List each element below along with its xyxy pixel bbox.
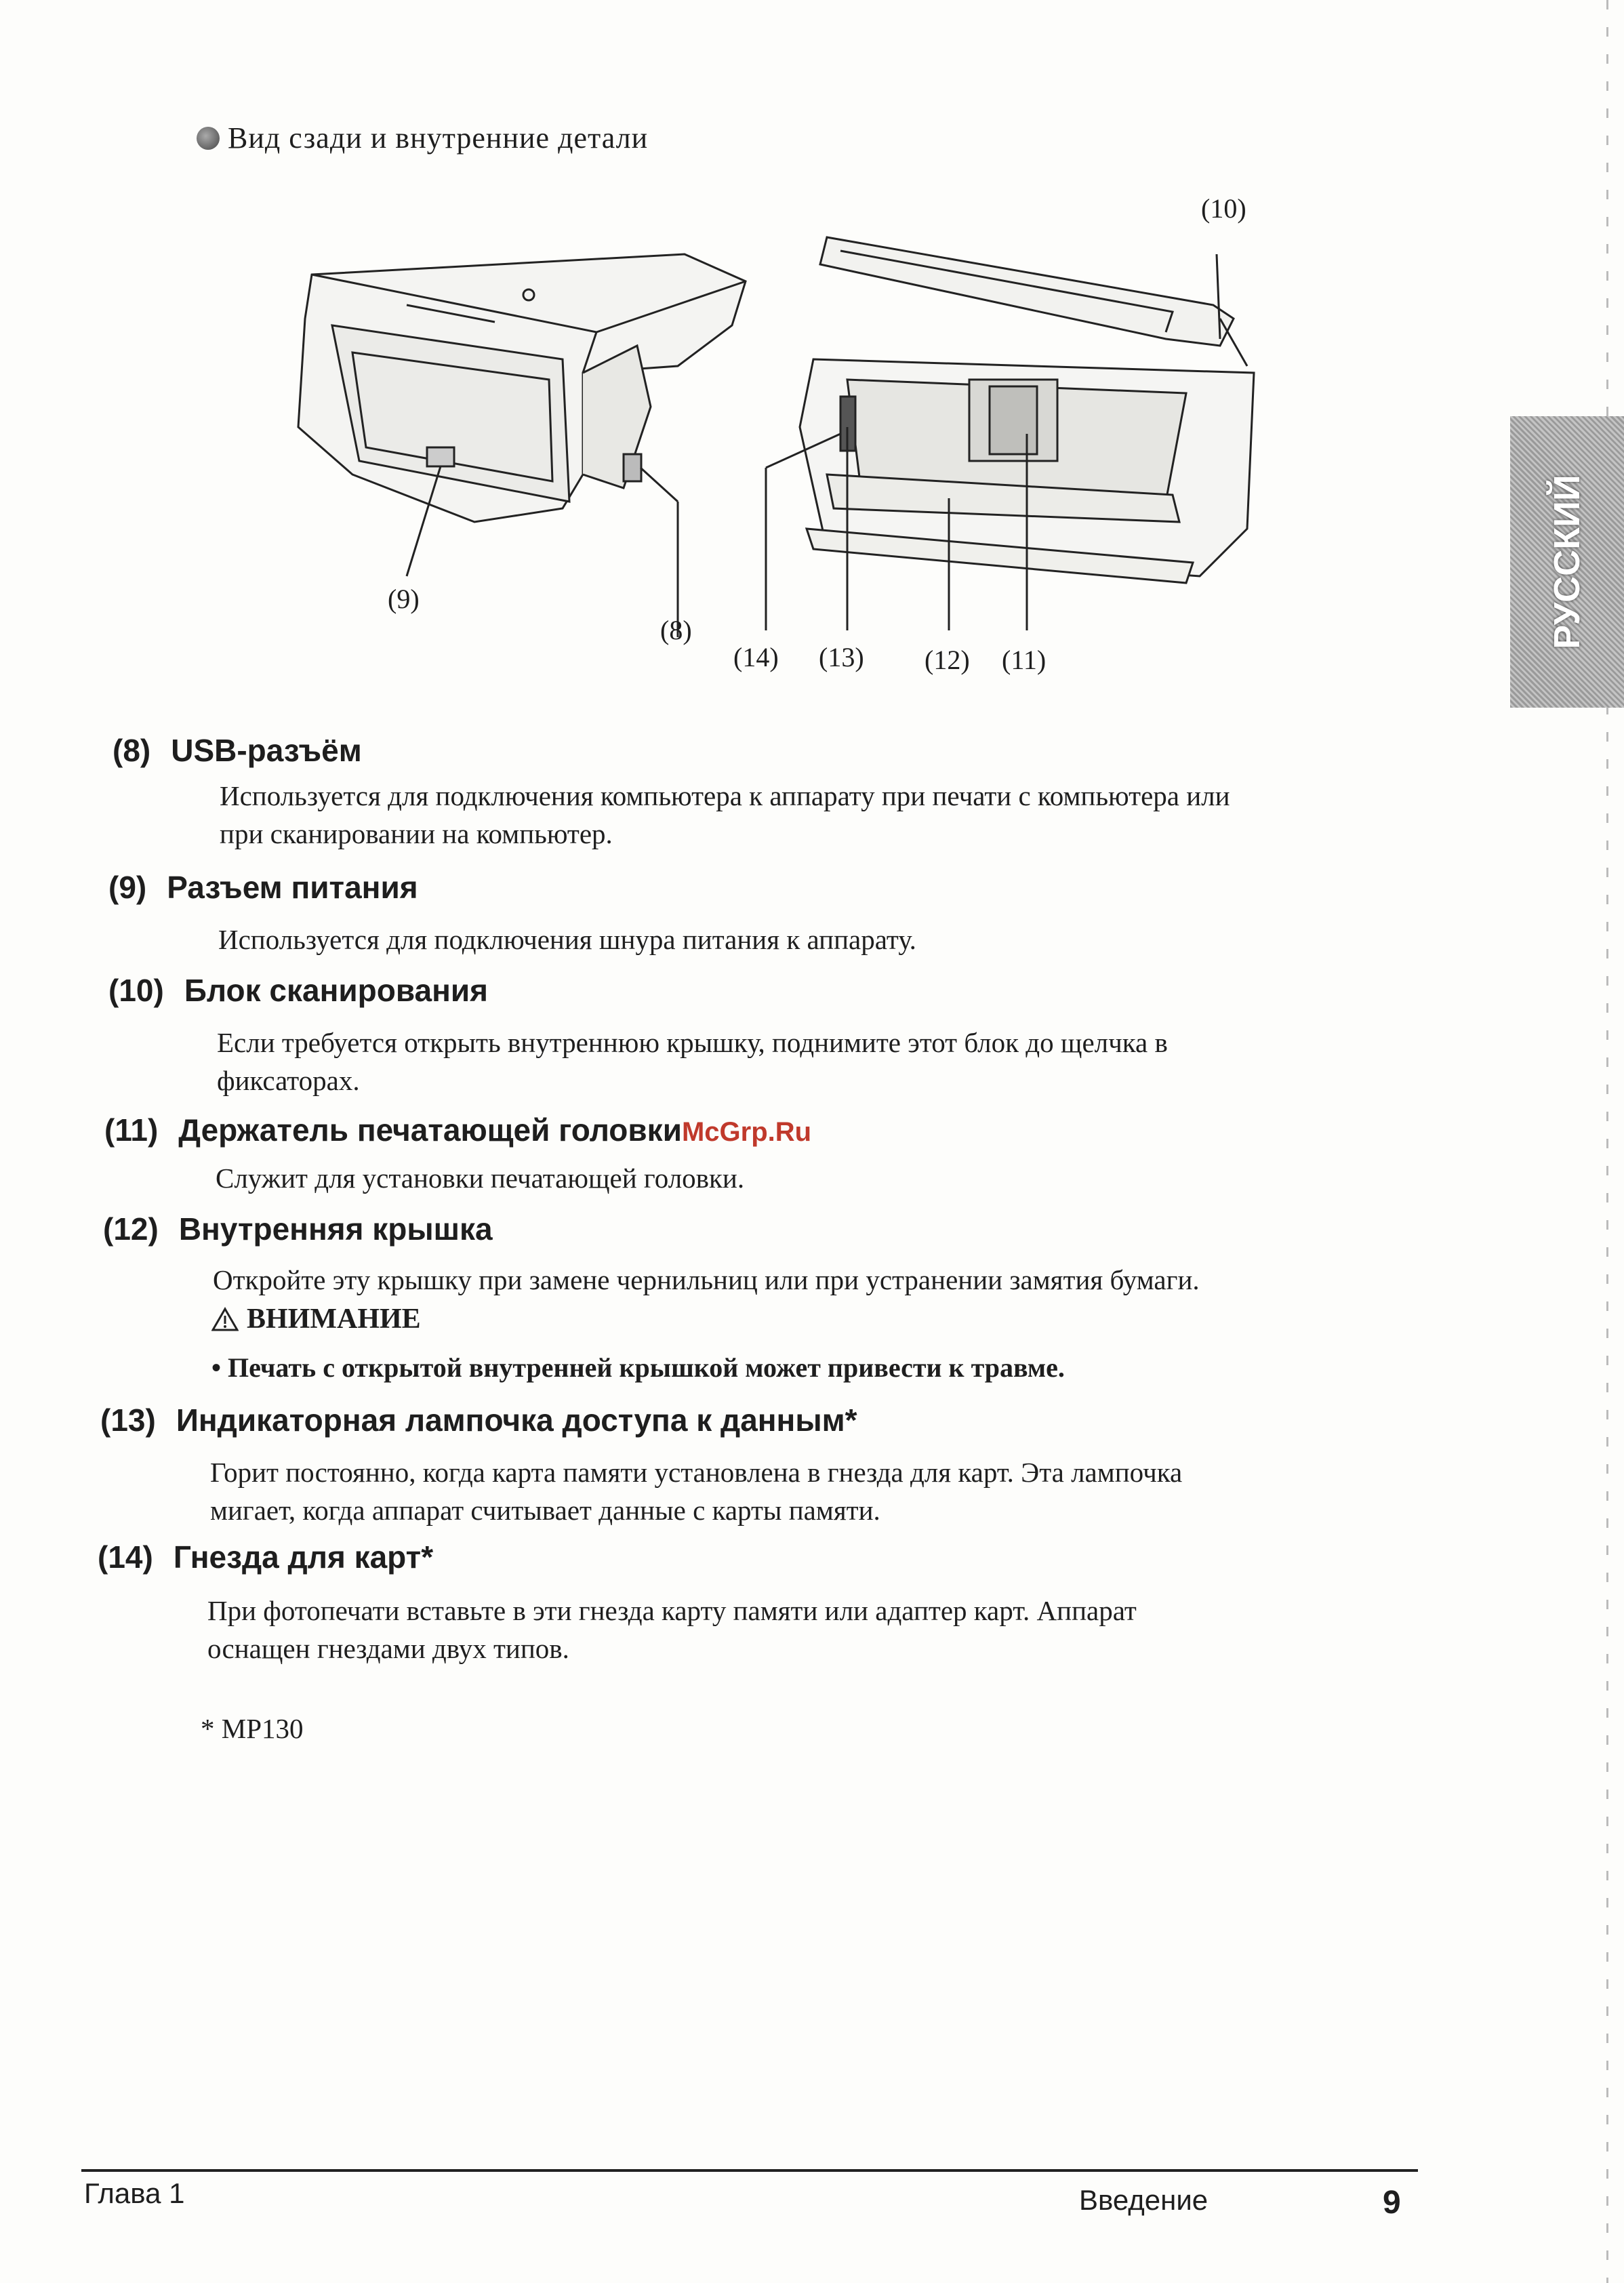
section-title-text: Вид сзади и внутренние детали [228,121,649,155]
entry-13-body [210,1453,1444,1529]
entry-title: Гнезда для карт* [173,1539,434,1575]
entry-line: фиксаторах. [217,1065,360,1096]
entry-12-heading [103,1211,493,1247]
callout-8: (8) [660,615,692,645]
footnote: * MP130 [201,1713,304,1744]
warning-icon [211,1307,239,1331]
entry-9-body [218,921,1452,958]
entry-title: Разъем питания [167,870,418,905]
entry-line: Используется для подключения шнура питания к аппарату. [218,924,916,955]
entry-10-heading [108,972,488,1009]
entry-14-body [207,1592,1441,1668]
warning-text: • Печать с открытой внутренней крышкой может привести к травме. [211,1352,1065,1383]
page-number: 9 [1383,2185,1401,2221]
entry-title: Внутренняя крышка [178,1211,493,1247]
entry-8-body [220,777,1453,853]
footer-rule [81,2169,1418,2172]
printer-illustration [271,203,1288,691]
scan-edge-artifact [1606,0,1608,2283]
entry-8-heading [113,732,362,769]
callout-9: (9) [388,584,420,614]
printer-rear-view [298,254,746,522]
warning-heading [211,1303,421,1335]
callout-12: (12) [925,645,970,675]
entry-line: При фотопечати вставьте в эти гнезда карту памяти или адаптер карт. Аппарат [207,1595,1137,1626]
bullet-icon [197,127,220,150]
entry-number: (11) [104,1112,159,1148]
entry-title: Держатель печатающей головки [178,1112,682,1148]
entry-number: (10) [108,973,164,1008]
entry-number: (14) [98,1539,153,1575]
entry-9-heading [108,869,418,906]
callout-11: (11) [1002,645,1047,675]
section-title [197,121,648,155]
entry-line: Используется для подключения компьютера к аппарату при печати с компьютера или [220,780,1230,811]
callout-13: (13) [819,642,864,672]
entry-12-body [213,1261,1446,1299]
entry-line: оснащен гнездами двух типов. [207,1633,569,1664]
entry-title: USB-разъём [171,733,362,768]
entry-13-heading [100,1402,857,1438]
footer-section: Введение [1079,2184,1209,2216]
callout-14: (14) [733,642,779,672]
entry-10-body [217,1024,1450,1099]
language-tab [1510,416,1624,708]
callout-10: (10) [1201,193,1246,224]
entry-line: мигает, когда аппарат считывает данные с карты памяти. [210,1495,880,1526]
entry-number: (13) [100,1402,156,1438]
entry-line: при сканировании на компьютер. [220,818,613,849]
entry-line: Служит для установки печатающей головки. [216,1163,745,1194]
entry-number: (8) [113,733,151,768]
entry-title: Блок сканирования [184,973,488,1008]
entry-11-heading [104,1112,811,1148]
watermark: McGrp.Ru [681,1117,812,1147]
entry-line: Если требуется открыть внутреннюю крышку, поднимите этот блок до щелчка в [217,1027,1168,1058]
language-tab-label: РУССКИЙ [1547,474,1587,649]
entry-11-body [216,1159,1449,1197]
warning-title: ВНИМАНИЕ [247,1304,421,1335]
entry-line: Откройте эту крышку при замене чернильниц или при устранении замятия бумаги. [213,1264,1200,1295]
entry-line: Горит постоянно, когда карта памяти установлена в гнезда для карт. Эта лампочка [210,1457,1183,1488]
entry-number: (12) [103,1211,159,1247]
entry-number: (9) [108,870,147,905]
entry-14-heading [98,1539,433,1575]
entry-title: Индикаторная лампочка доступа к данным* [176,1402,857,1438]
footer-chapter: Глава 1 [84,2177,185,2209]
